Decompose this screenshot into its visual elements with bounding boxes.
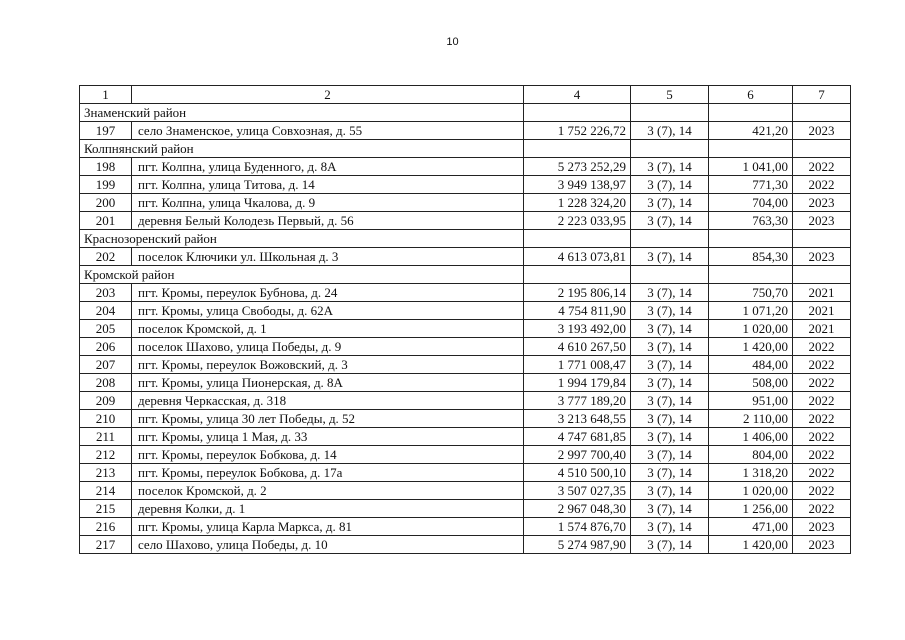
row-address: пгт. Колпна, улица Буденного, д. 8А <box>132 158 524 176</box>
row-code: 3 (7), 14 <box>631 158 709 176</box>
row-address: пгт. Колпна, улица Титова, д. 14 <box>132 176 524 194</box>
header-cell-6: 6 <box>709 86 793 104</box>
row-year: 2021 <box>793 284 851 302</box>
row-area: 771,30 <box>709 176 793 194</box>
row-address: поселок Кромской, д. 2 <box>132 482 524 500</box>
row-cost: 3 949 138,97 <box>524 176 631 194</box>
row-number: 206 <box>80 338 132 356</box>
row-address: село Знаменское, улица Совхозная, д. 55 <box>132 122 524 140</box>
row-year: 2023 <box>793 536 851 554</box>
table-row <box>80 122 851 140</box>
row-year: 2022 <box>793 410 851 428</box>
housing-table <box>79 85 851 554</box>
row-area: 750,70 <box>709 284 793 302</box>
row-area: 1 420,00 <box>709 536 793 554</box>
table-row <box>80 374 851 392</box>
row-address: деревня Белый Колодезь Первый, д. 56 <box>132 212 524 230</box>
district-row <box>80 266 851 284</box>
district-row <box>80 140 851 158</box>
row-number: 217 <box>80 536 132 554</box>
header-cell-1: 1 <box>80 86 132 104</box>
row-code: 3 (7), 14 <box>631 212 709 230</box>
district-empty-cell <box>709 140 793 158</box>
row-code: 3 (7), 14 <box>631 176 709 194</box>
district-empty-cell <box>631 230 709 248</box>
row-area: 804,00 <box>709 446 793 464</box>
table-row <box>80 428 851 446</box>
table-row <box>80 212 851 230</box>
row-address: пгт. Кромы, переулок Вожовский, д. 3 <box>132 356 524 374</box>
header-cell-5: 5 <box>631 86 709 104</box>
district-name: Краснозоренский район <box>80 230 524 248</box>
row-number: 215 <box>80 500 132 518</box>
district-name: Кромской район <box>80 266 524 284</box>
row-number: 199 <box>80 176 132 194</box>
row-cost: 4 610 267,50 <box>524 338 631 356</box>
row-code: 3 (7), 14 <box>631 122 709 140</box>
row-cost: 1 771 008,47 <box>524 356 631 374</box>
district-empty-cell <box>793 104 851 122</box>
row-area: 1 020,00 <box>709 482 793 500</box>
row-number: 214 <box>80 482 132 500</box>
row-cost: 2 195 806,14 <box>524 284 631 302</box>
row-area: 421,20 <box>709 122 793 140</box>
row-number: 202 <box>80 248 132 266</box>
table-row <box>80 536 851 554</box>
header-cell-2: 2 <box>132 86 524 104</box>
row-year: 2022 <box>793 176 851 194</box>
row-code: 3 (7), 14 <box>631 194 709 212</box>
row-number: 201 <box>80 212 132 230</box>
district-name: Знаменский район <box>80 104 524 122</box>
table-row <box>80 176 851 194</box>
row-year: 2022 <box>793 446 851 464</box>
table-row <box>80 482 851 500</box>
row-address: пгт. Кромы, улица Карла Маркса, д. 81 <box>132 518 524 536</box>
row-year: 2022 <box>793 482 851 500</box>
row-year: 2022 <box>793 500 851 518</box>
district-empty-cell <box>631 266 709 284</box>
row-area: 854,30 <box>709 248 793 266</box>
row-area: 2 110,00 <box>709 410 793 428</box>
row-number: 209 <box>80 392 132 410</box>
row-code: 3 (7), 14 <box>631 500 709 518</box>
row-number: 207 <box>80 356 132 374</box>
district-name: Колпнянский район <box>80 140 524 158</box>
district-empty-cell <box>709 104 793 122</box>
district-empty-cell <box>631 104 709 122</box>
row-year: 2022 <box>793 464 851 482</box>
row-year: 2023 <box>793 518 851 536</box>
row-address: поселок Кромской, д. 1 <box>132 320 524 338</box>
row-address: пгт. Кромы, улица 1 Мая, д. 33 <box>132 428 524 446</box>
row-code: 3 (7), 14 <box>631 428 709 446</box>
table-row <box>80 446 851 464</box>
table-row <box>80 158 851 176</box>
row-code: 3 (7), 14 <box>631 338 709 356</box>
row-year: 2023 <box>793 122 851 140</box>
district-empty-cell <box>631 140 709 158</box>
row-code: 3 (7), 14 <box>631 302 709 320</box>
district-empty-cell <box>709 230 793 248</box>
district-empty-cell <box>524 230 631 248</box>
row-number: 212 <box>80 446 132 464</box>
row-cost: 4 613 073,81 <box>524 248 631 266</box>
row-year: 2021 <box>793 320 851 338</box>
row-number: 211 <box>80 428 132 446</box>
row-year: 2023 <box>793 212 851 230</box>
row-code: 3 (7), 14 <box>631 446 709 464</box>
district-row <box>80 104 851 122</box>
row-year: 2022 <box>793 158 851 176</box>
district-empty-cell <box>793 266 851 284</box>
row-number: 204 <box>80 302 132 320</box>
row-number: 197 <box>80 122 132 140</box>
row-address: пгт. Колпна, улица Чкалова, д. 9 <box>132 194 524 212</box>
table-row <box>80 464 851 482</box>
row-year: 2023 <box>793 248 851 266</box>
row-year: 2022 <box>793 338 851 356</box>
row-number: 213 <box>80 464 132 482</box>
row-address: деревня Черкасская, д. 318 <box>132 392 524 410</box>
row-code: 3 (7), 14 <box>631 392 709 410</box>
row-number: 200 <box>80 194 132 212</box>
table-row <box>80 194 851 212</box>
row-address: деревня Колки, д. 1 <box>132 500 524 518</box>
row-address: пгт. Кромы, переулок Бобкова, д. 14 <box>132 446 524 464</box>
row-code: 3 (7), 14 <box>631 464 709 482</box>
row-code: 3 (7), 14 <box>631 374 709 392</box>
row-address: пгт. Кромы, улица 30 лет Победы, д. 52 <box>132 410 524 428</box>
row-cost: 3 507 027,35 <box>524 482 631 500</box>
row-cost: 4 754 811,90 <box>524 302 631 320</box>
row-code: 3 (7), 14 <box>631 410 709 428</box>
row-area: 1 406,00 <box>709 428 793 446</box>
row-code: 3 (7), 14 <box>631 482 709 500</box>
row-number: 198 <box>80 158 132 176</box>
district-empty-cell <box>524 140 631 158</box>
row-code: 3 (7), 14 <box>631 536 709 554</box>
table-row <box>80 500 851 518</box>
row-area: 951,00 <box>709 392 793 410</box>
district-empty-cell <box>709 266 793 284</box>
row-number: 205 <box>80 320 132 338</box>
row-cost: 4 510 500,10 <box>524 464 631 482</box>
row-code: 3 (7), 14 <box>631 248 709 266</box>
row-year: 2021 <box>793 302 851 320</box>
row-number: 216 <box>80 518 132 536</box>
row-address: пгт. Кромы, переулок Бубнова, д. 24 <box>132 284 524 302</box>
row-cost: 5 273 252,29 <box>524 158 631 176</box>
row-cost: 1 752 226,72 <box>524 122 631 140</box>
table-row <box>80 320 851 338</box>
row-area: 1 041,00 <box>709 158 793 176</box>
row-number: 203 <box>80 284 132 302</box>
table-row <box>80 392 851 410</box>
district-empty-cell <box>524 266 631 284</box>
table-row <box>80 356 851 374</box>
row-address: пгт. Кромы, переулок Бобкова, д. 17а <box>132 464 524 482</box>
row-cost: 1 994 179,84 <box>524 374 631 392</box>
row-address: пгт. Кромы, улица Свободы, д. 62А <box>132 302 524 320</box>
row-area: 471,00 <box>709 518 793 536</box>
header-cell-4: 4 <box>524 86 631 104</box>
table-row <box>80 302 851 320</box>
row-area: 508,00 <box>709 374 793 392</box>
row-cost: 1 228 324,20 <box>524 194 631 212</box>
page-number: 10 <box>446 36 459 48</box>
district-empty-cell <box>524 104 631 122</box>
table-row <box>80 248 851 266</box>
row-cost: 2 967 048,30 <box>524 500 631 518</box>
row-year: 2022 <box>793 374 851 392</box>
row-year: 2022 <box>793 392 851 410</box>
row-area: 763,30 <box>709 212 793 230</box>
row-cost: 4 747 681,85 <box>524 428 631 446</box>
table-body <box>80 86 851 554</box>
row-number: 210 <box>80 410 132 428</box>
row-address: поселок Шахово, улица Победы, д. 9 <box>132 338 524 356</box>
row-year: 2022 <box>793 356 851 374</box>
row-cost: 2 997 700,40 <box>524 446 631 464</box>
table-row <box>80 518 851 536</box>
row-cost: 2 223 033,95 <box>524 212 631 230</box>
row-area: 484,00 <box>709 356 793 374</box>
row-cost: 1 574 876,70 <box>524 518 631 536</box>
row-code: 3 (7), 14 <box>631 320 709 338</box>
row-code: 3 (7), 14 <box>631 284 709 302</box>
row-area: 704,00 <box>709 194 793 212</box>
row-address: село Шахово, улица Победы, д. 10 <box>132 536 524 554</box>
row-year: 2022 <box>793 428 851 446</box>
row-area: 1 020,00 <box>709 320 793 338</box>
row-area: 1 318,20 <box>709 464 793 482</box>
row-code: 3 (7), 14 <box>631 356 709 374</box>
row-code: 3 (7), 14 <box>631 518 709 536</box>
district-row <box>80 230 851 248</box>
table-row <box>80 338 851 356</box>
district-empty-cell <box>793 140 851 158</box>
header-cell-7: 7 <box>793 86 851 104</box>
row-area: 1 071,20 <box>709 302 793 320</box>
row-cost: 3 213 648,55 <box>524 410 631 428</box>
row-cost: 5 274 987,90 <box>524 536 631 554</box>
row-number: 208 <box>80 374 132 392</box>
row-year: 2023 <box>793 194 851 212</box>
row-cost: 3 777 189,20 <box>524 392 631 410</box>
table-row <box>80 284 851 302</box>
row-address: поселок Ключики ул. Школьная д. 3 <box>132 248 524 266</box>
table-row <box>80 410 851 428</box>
header-row <box>80 86 851 104</box>
district-empty-cell <box>793 230 851 248</box>
row-area: 1 256,00 <box>709 500 793 518</box>
row-area: 1 420,00 <box>709 338 793 356</box>
row-address: пгт. Кромы, улица Пионерская, д. 8А <box>132 374 524 392</box>
row-cost: 3 193 492,00 <box>524 320 631 338</box>
